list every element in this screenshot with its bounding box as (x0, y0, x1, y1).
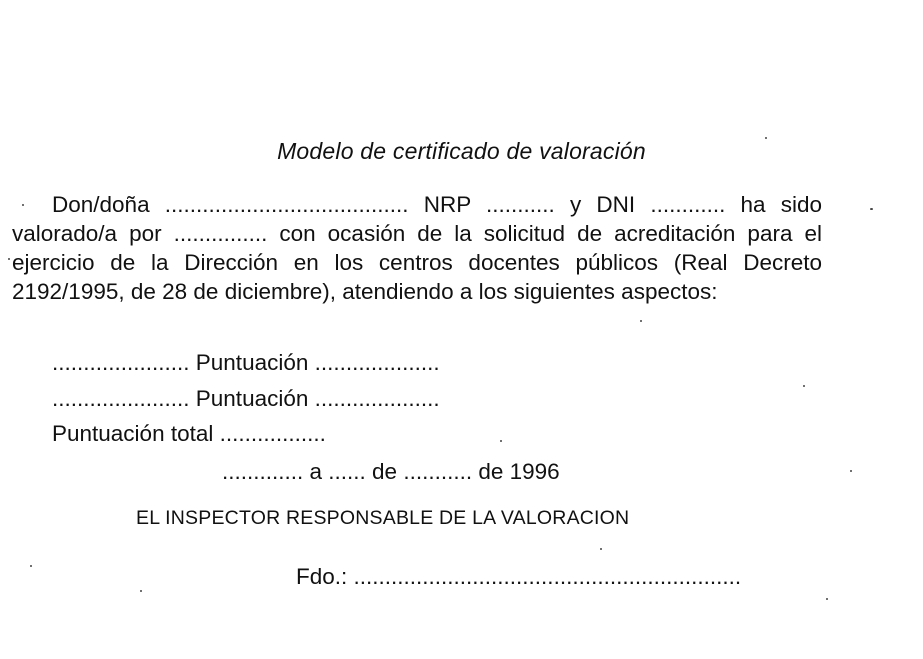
scan-speck (850, 470, 852, 472)
scan-speck (30, 565, 32, 567)
score-line-2: ...................... Puntuación .................... (52, 386, 440, 411)
scan-speck (640, 320, 642, 322)
total-score-line: Puntuación total ................. (52, 421, 326, 446)
score-line-1: ...................... Puntuación .................... (52, 350, 440, 375)
signature-line: Fdo.: .............................................................. (296, 564, 742, 589)
scan-speck (803, 385, 805, 387)
certificate-paragraph: Don/doña ....................................... NRP ........... y DNI ............ ha sido valorado/a por ............... con ocasión de la solicitud de acreditación para el ejercicio de la Dirección en los centros docentes públicos (Real Decreto 2192/1995, de 28 de diciembre), atendiendo a los siguientes aspectos: (12, 192, 822, 304)
scan-speck (8, 258, 10, 260)
scan-speck (870, 208, 873, 210)
scan-speck (500, 440, 502, 442)
scan-speck (22, 204, 24, 206)
document-title: Modelo de certificado de valoración (277, 138, 646, 164)
scan-speck (140, 590, 142, 592)
date-line: ............. a ...... de ........... de 1996 (222, 459, 560, 484)
scan-speck (765, 137, 767, 139)
scan-speck (826, 598, 828, 600)
inspector-label: EL INSPECTOR RESPONSABLE DE LA VALORACION (136, 507, 630, 529)
scan-speck (600, 548, 602, 550)
